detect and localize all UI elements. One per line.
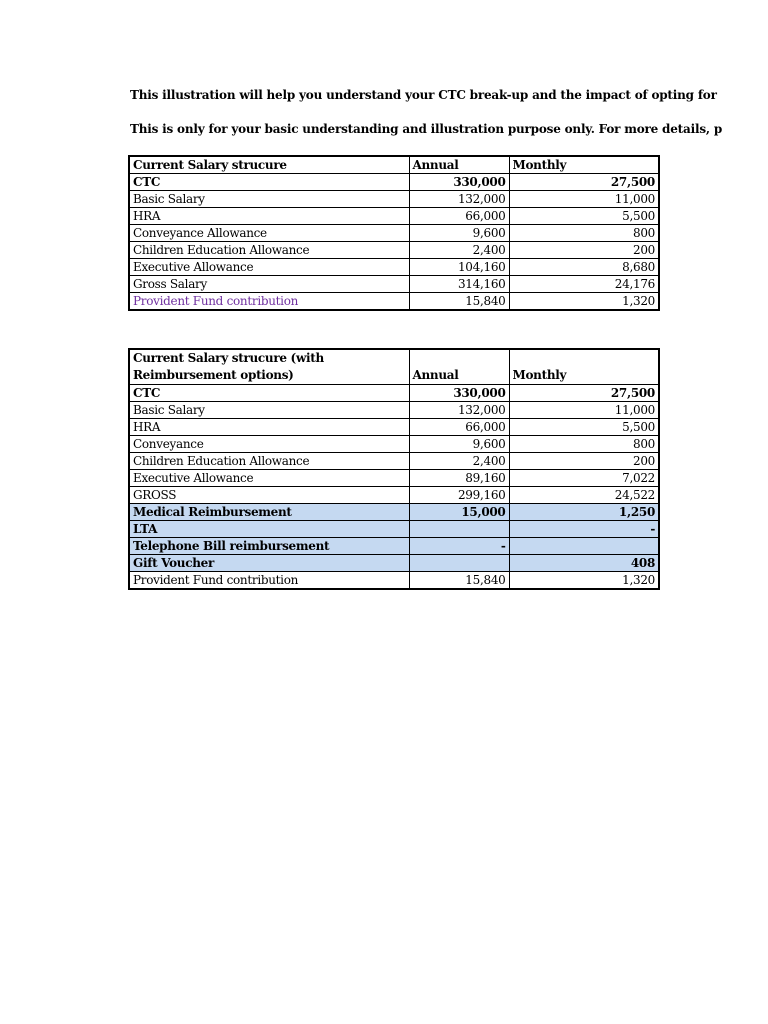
row-label: Executive Allowance bbox=[129, 470, 409, 487]
table-row-gross bbox=[129, 487, 659, 504]
annual-value: 299,160 bbox=[409, 487, 509, 504]
row-label: HRA bbox=[129, 208, 409, 225]
annual-value: 89,160 bbox=[409, 470, 509, 487]
row-label: Children Education Allowance bbox=[129, 242, 409, 259]
table-row-gift-voucher bbox=[129, 555, 659, 572]
table-row-conveyance bbox=[129, 436, 659, 453]
annual-value: 314,160 bbox=[409, 276, 509, 293]
row-label: Basic Salary bbox=[129, 191, 409, 208]
monthly-value: 408 bbox=[509, 555, 659, 572]
row-label: Gift Voucher bbox=[129, 555, 409, 572]
monthly-value: 7,022 bbox=[509, 470, 659, 487]
monthly-value: 24,176 bbox=[509, 276, 659, 293]
annual-value: 2,400 bbox=[409, 453, 509, 470]
table-row-executive-allowance bbox=[129, 259, 659, 276]
table-row-ctc bbox=[129, 174, 659, 191]
monthly-value: 27,500 bbox=[509, 385, 659, 402]
table-row-medical-reimbursement bbox=[129, 504, 659, 521]
annual-value: 9,600 bbox=[409, 436, 509, 453]
table-row-provident-fund-contribution bbox=[129, 572, 659, 590]
table-row-basic-salary bbox=[129, 191, 659, 208]
monthly-value: 11,000 bbox=[509, 402, 659, 419]
monthly-value: 1,320 bbox=[509, 572, 659, 590]
table-row-ctc bbox=[129, 385, 659, 402]
column-header-component: Current Salary strucure bbox=[129, 156, 409, 174]
annual-value: 2,400 bbox=[409, 242, 509, 259]
table-row-executive-allowance bbox=[129, 470, 659, 487]
row-label: Telephone Bill reimbursement bbox=[129, 538, 409, 555]
monthly-value: 800 bbox=[509, 225, 659, 242]
annual-value: 15,000 bbox=[409, 504, 509, 521]
annual-value bbox=[409, 521, 509, 538]
row-label: LTA bbox=[129, 521, 409, 538]
monthly-value: 27,500 bbox=[509, 174, 659, 191]
monthly-value: 11,000 bbox=[509, 191, 659, 208]
table-row-basic-salary bbox=[129, 402, 659, 419]
table-row-hra bbox=[129, 419, 659, 436]
table-header-row bbox=[129, 156, 659, 174]
table-row-children-education-allowance bbox=[129, 453, 659, 470]
monthly-value: 1,250 bbox=[509, 504, 659, 521]
table-row-children-education-allowance bbox=[129, 242, 659, 259]
monthly-value: 24,522 bbox=[509, 487, 659, 504]
monthly-value: 800 bbox=[509, 436, 659, 453]
row-label: Gross Salary bbox=[129, 276, 409, 293]
annual-value: 104,160 bbox=[409, 259, 509, 276]
row-label: Executive Allowance bbox=[129, 259, 409, 276]
column-header-annual: Annual bbox=[409, 349, 509, 385]
monthly-value: 1,320 bbox=[509, 293, 659, 311]
annual-value: 132,000 bbox=[409, 191, 509, 208]
monthly-value: 8,680 bbox=[509, 259, 659, 276]
row-label: Basic Salary bbox=[129, 402, 409, 419]
reimbursement-salary-table bbox=[128, 348, 660, 590]
table-row-telephone-bill-reimbursement bbox=[129, 538, 659, 555]
column-header-monthly: Monthly bbox=[509, 349, 659, 385]
current-salary-table bbox=[128, 155, 660, 311]
row-label: CTC bbox=[129, 385, 409, 402]
row-label: Medical Reimbursement bbox=[129, 504, 409, 521]
table-row-gross-salary bbox=[129, 276, 659, 293]
annual-value: 330,000 bbox=[409, 385, 509, 402]
reimbursement-salary-table-body bbox=[129, 349, 659, 589]
table-row-conveyance-allowance bbox=[129, 225, 659, 242]
annual-value bbox=[409, 555, 509, 572]
row-label: Conveyance bbox=[129, 436, 409, 453]
table-header-row bbox=[129, 349, 659, 385]
annual-value: 15,840 bbox=[409, 293, 509, 311]
row-label: Provident Fund contribution bbox=[129, 293, 409, 311]
column-header-component: Current Salary strucure (with Reimbursement options) bbox=[129, 349, 409, 385]
column-header-monthly: Monthly bbox=[509, 156, 659, 174]
row-label: GROSS bbox=[129, 487, 409, 504]
annual-value: 66,000 bbox=[409, 419, 509, 436]
annual-value: 9,600 bbox=[409, 225, 509, 242]
monthly-value: 200 bbox=[509, 453, 659, 470]
row-label: Provident Fund contribution bbox=[129, 572, 409, 590]
monthly-value: 200 bbox=[509, 242, 659, 259]
row-label: Children Education Allowance bbox=[129, 453, 409, 470]
row-label: CTC bbox=[129, 174, 409, 191]
row-label: Conveyance Allowance bbox=[129, 225, 409, 242]
monthly-value bbox=[509, 538, 659, 555]
table-row-lta bbox=[129, 521, 659, 538]
annual-value: 15,840 bbox=[409, 572, 509, 590]
monthly-value: 5,500 bbox=[509, 419, 659, 436]
annual-value: 132,000 bbox=[409, 402, 509, 419]
annual-value: 330,000 bbox=[409, 174, 509, 191]
monthly-value: 5,500 bbox=[509, 208, 659, 225]
intro-line-ctc-breakup: This illustration will help you understand your CTC break-up and the impact of opting for bbox=[130, 88, 717, 102]
column-header-annual: Annual bbox=[409, 156, 509, 174]
current-salary-table-body bbox=[129, 156, 659, 310]
row-label: HRA bbox=[129, 419, 409, 436]
annual-value: 66,000 bbox=[409, 208, 509, 225]
annual-value: - bbox=[409, 538, 509, 555]
table-row-provident-fund-contribution bbox=[129, 293, 659, 311]
monthly-value: - bbox=[509, 521, 659, 538]
table-row-hra bbox=[129, 208, 659, 225]
intro-line-disclaimer: This is only for your basic understanding and illustration purpose only. For more details, p bbox=[130, 122, 723, 136]
